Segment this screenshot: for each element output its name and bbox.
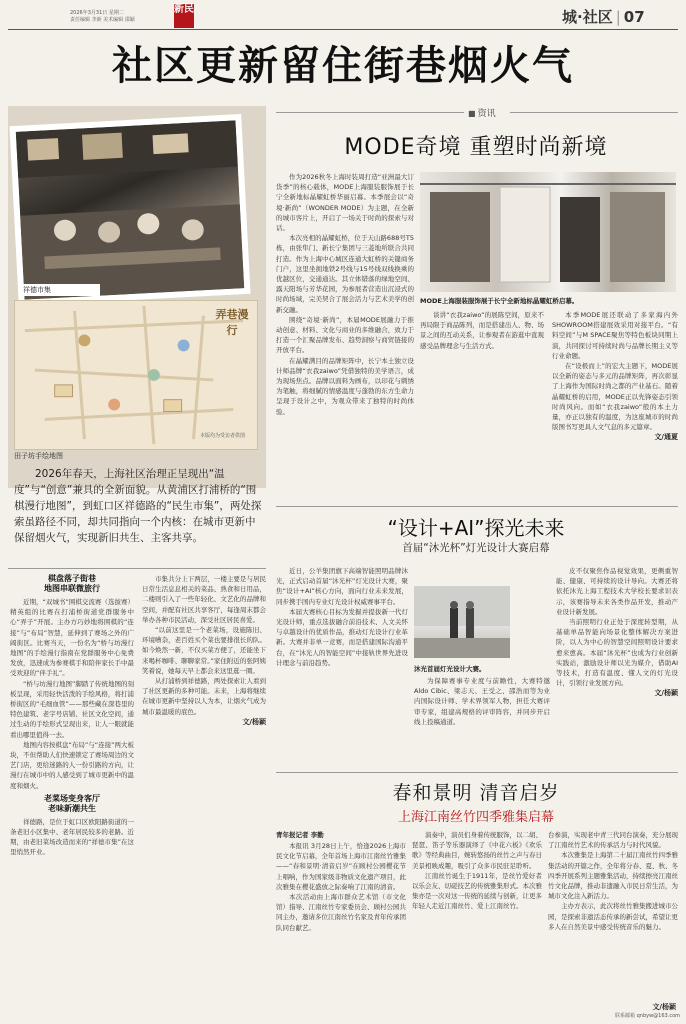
section-divider: | [615,8,621,26]
spring-para-1: 本报讯 3月28日上午，恰逢2026上海市民文化节启幕，全年首场上海市江南丝竹雅集——“春和景明·清音启岁”在顾村公园樱花节上唱响，作为国家级非物质文化遗产项目，此次雅集在樱花盛放之际奏响了江南的清音。 [276,842,406,891]
left-para-3: 地图内容按棋盘“布局”与“连接”两大板块，不但帮助人们快速锁定了赛场周边的文艺门店，更给迷路的人一份引路的方向，让漫行在城市中的人感受到了城市更新中的温度和烟火。 [10,740,134,790]
spring-subtitle: 上海江南丝竹四季雅集启幕 [397,810,554,825]
design-divider [276,506,678,507]
subhead-map: 地图串联微旅行 [44,584,100,593]
design-column-1 [276,566,408,772]
map-caption: 田子坊手绘地图 [14,452,63,460]
design-column-3 [556,566,678,772]
design-column-2 [414,676,550,772]
design-para-1: 近日，公羊集团旗下高端智能照明品牌沐光，正式启动首届“沐光杯”灯光设计大赛，聚焦“设计+AI”核心方向，面向行业未来发展，同步携手国内专业灯光设计权威赛事平台。 [276,567,408,606]
mode-column-2 [420,310,544,506]
clothing-rack-icon [420,172,676,292]
left-byline: 文/杨颖 [242,717,266,726]
spring-divider [276,772,678,773]
mode-exhibition-photo [420,172,676,292]
market-photo-caption: 祥德市集 [20,284,100,296]
newspaper-logo: 新民 [174,4,194,28]
left-para-2: “桥与坊漫行地图”脚踏了传统地图的刻板呈现，采用轻快活泼的手绘风格，将打浦桥街区的“毛细血管”——那些藏在深巷里的特色建筑、老字号店铺、社区文化空间，通过生动的手绘形式呈现出来，让人一眼就能看出哪里值得一去。 [10,679,134,739]
market-scene-icon [16,120,244,299]
left-story-column-2 [142,574,266,1014]
spring-title: 春和景明 清音启岁 [392,782,560,804]
lead-divider [8,568,266,569]
page-number: 07 [623,8,645,26]
left-story-column-1 [10,574,134,1014]
design-byline: 文/杨颖 [654,689,678,698]
design-subtitle: 首届“沐光杯”灯光设计大赛启幕 [402,542,550,554]
mode-para-4: 在晶耀满目的品牌矩阵中，长宁本土独立设计师品牌“衣我zaiwo”凭借独特的美学语言，成为现场焦点。品牌以面料为画布，以印花与刺绣为笔触，将细腻的情感温度与蓬勃的东方生命力呈现于设计之中，为观众带来了独特的时尚体验。 [276,356,414,416]
mode-para-3: 围绕“奇境·新尚”，本届MODE展融力于推动创意、材料、文化与商业的多维融合，致力于打造一个汇聚品牌发布、趋势洞察与商贸链接的开放平台。 [276,315,414,355]
issue-date: 2026年3月31日 星期二 [70,10,124,16]
mode-para-6: 本季MODE展还联动了多家海内外SHOWROOM搭建展效采用对接平台。“有料空间”与M SPACE聚焦等特色板块同期上演，共同探讨可持续时尚与品牌长期主义等行业命题。 [552,311,678,360]
page-headline: 社区更新留住街巷烟火气 [112,43,574,89]
design-para-5: 当前照明行业正处于深度转型期，从基础单品智能向场景化整体解决方案进阶，以人为中心的智慧空间照明设计要求愈来愈高。本届“沐光杯”也成为行业创新实践站，激励设计师以光为媒介，借助AI等技术，打造有温度、懂人文的灯光设计，引领行业发展方向。 [556,618,678,688]
mode-para-7: 在“设极而上”的宏大主题下，MODE展以全新的姿态与多元的品牌矩阵，再次彰显了上海作为国际时尚之都的产业基石。随着晶耀虹桥的启用，MODE正以先锋姿态引领时尚风向。而如“衣我zaiwo”般的本土力量，亦正以独有的温度，为这座城市的时尚版图书写更具人文气息的多元篇章。 [552,362,678,432]
info-tag-rule-right [510,112,678,113]
spring-column-2 [412,830,542,1014]
subhead-board: 棋盘落子街巷 [48,574,96,583]
spring-para-6: 本次雅集是上海第二十届江南丝竹四季雅集活动的开篇之作，全年将分春、夏、秋、冬四季开展系列主题雅集活动，持续擦亮江南丝竹文化品牌，推动非遗融入市民日常生活，为城市文化注入新活力。 [548,851,678,901]
design-photo-caption: 沐光首届灯光设计大赛。 [414,665,486,673]
spring-column-3 [548,830,678,1010]
mode-column-3 [552,310,678,506]
design-para-3: 为保障赛事专业度与前瞻性，大赛特邀Aldo Cibic、梁志天、王受之、邵浩而等为业内国际设计师、学术界领军人物，担任大赛评审专家，组建高规格的评审阵容，并同步开启线上投稿通道。 [414,677,550,726]
design-title: “设计+AI”探光未来 [387,516,565,540]
left-para-5: 市集共分上下两层，一楼主要是与居民日常生活息息相关的菜品、熟食和日用品，二楼则引入了一些年轻化、文艺化的品牌和空间，并配有社区共享客厅，每逢周末都会举办各种市民活动，深受社区居民喜爱。 [142,575,266,624]
spring-column-1 [276,830,406,1014]
design-award-photo [414,586,510,658]
editor-credits: 责任编辑 李新 美术编辑 邵颖 [70,17,135,23]
design-para-4: 皮不仅聚焦作品视觉效果，更侧重智能、健康、可持续的设计导向。大赛还将依托沐光上海工程技术大学校长要求识表示，该赛指导未来各类作品开发，推动产业设计新发展。 [556,567,678,616]
mode-byline: 文/通夏 [654,433,678,442]
lead-paragraph: 2026年春天，上海社区治理正呈现出“温度”与“创意”兼具的全新面貌。从黄浦区打浦桥的“围棋漫行地图”，到虹口区祥德路的“民生市集”，两处探索虽路径不同，却共同指向一个内核：在城市更新中保留烟火气，实现新旧共生、主客共享。 [14,468,262,544]
mode-column-1 [276,172,414,502]
section-label [562,6,672,28]
photo-credit: 本版均为受访者供图 [200,433,246,439]
mode-photo-caption: MODE上海服装服饰展于长宁全新地标晶耀虹桥启幕。 [420,297,579,305]
left-para-1: 近期，“双城书”围棋交流赛（选拔赛）精英组的比赛在打浦桥街道党群服务中心“弄子”开展。主办方巧妙地将围棋的“连接”与“布局”智慧，延伸到了赛场之外的广阔街区。比赛当天，一份名为“桥与坊漫行地图”的手绘漫行指南在党群服务中心免费发放，迅速成为参赛棋手和陪伴家长手中最受欢迎的“伴手礼”。 [10,598,134,678]
spring-para-2: 本次活动由上海市群众艺术馆（市文化馆）指导、江南丝竹专家委员会、顾村公园共同主办，邀请多位江南丝竹名家及青年传承团队同台献艺。 [276,893,406,932]
spring-para-3: 演奏中，演员们身着传统服饰，以二胡、琵琶、笛子等乐器演绎了《中花六板》《欢乐歌》等经典曲目，婉转悠扬的丝竹之声与春日美景相映成趣，吸引了众多市民驻足聆听。 [412,831,542,870]
mode-para-2: 本次亮相的晶耀虹桥，位于天山路688号T5栋，由张隼门、新长宁集团与三菱地所联合共同打造。作为上海中心城区连通大虹桥的关键商务门户，这里坐拥地铁2号线与15号线双线换乘的优越区位，交通通达。其立体错落的绿地空间、露天阳场与芳华花园，为参展者营造出沉浸式的时尚场域，完美契合了展会活力与艺术美学的创新交融。 [276,234,414,314]
map-title: 弄巷漫行 [215,308,249,337]
subhead-market: 老菜场变身客厅 [44,793,100,803]
left-para-4: 祥德路，是位于虹口区欧阳路街道的一条老旧小区集中、老年居民较多的老路。近期，由老旧菜场改造而来的“祥德市集”在这里悄然开业。 [10,817,134,857]
spring-para-5: 台参演，实现老中青三代同台演奏，充分展现了江南丝竹艺术的传承活力与时代风貌。 [548,831,678,850]
left-para-7: 从打浦桥到祥德路，两处探索让人看到了社区更新的多种可能。未来，上海将继续在城市更新中坚持以人为本，让烟火气成为城市最温暖的底色。 [142,677,266,716]
market-photo [9,114,250,306]
left-para-6: “以前这里是一个老菜场，设施陈旧、环境嘈杂，老百姓买个菜也要排很长的队。如今焕然一新，不仅买菜方便了，还能坐下来喝杯咖啡、聊聊家常。”家住附近的张阿姨笑着说，她每天早上都会来这里逛一圈。 [142,626,266,675]
issue-date-info [70,10,170,24]
award-stage-icon [414,586,510,658]
info-tag-rule-left [276,112,464,113]
spring-reporter: 青年报记者 李勤 [276,831,324,839]
mode-para-1: 作为2026秋冬上海时装周打造“亚洲最大订货季”的核心载体，MODE上海服装服饰展于长宁全新地标晶耀虹桥华丽启幕。本季展会以“奇境·新尚”（WONDER MODE）为主题，在全新的城市客片上，开启了一场关于时尚的探索与对话。 [276,173,414,233]
design-para-2: 本届大赛核心目标为发掘并提拔新一代灯光设计师，重点选拔融合前沿技术、人文关怀与卓越设计的优质作品，推动灯光设计行业革新。大赛并非单一竞赛，而是搭建国际沟通平台，在“沐光人的智能空间”中接轨世界先进设计理念与前沿趋势。 [276,607,408,667]
subhead-coexist: 老味新潮共生 [48,803,96,813]
info-tag: ■ 资讯 [468,106,528,119]
spring-para-7: 主办方表示，此次将丝竹雅集搬进城市公园，是探索非遗活态传承的新尝试，希望让更多人在自然美景中感受传统音乐的魅力。 [548,902,678,931]
mode-title: MODE奇境 重塑时尚新境 [344,135,608,160]
section-name: 城·社区 [562,8,613,26]
spring-para-4: 江南丝竹诞生于1911年，是丝竹爱好者以乐会友、切磋技艺的传统雅集形式。本次雅集亦是一次对这一传统的延续与创新，让更多年轻人走近江南丝竹、爱上江南丝竹。 [412,871,542,911]
header-rule [8,29,678,30]
mode-para-5: 谈讲“衣我zaiwo”的展陈空间，原来不再局限于商品陈列，而是搭建出人、物、场景之间的互动关系，让参观者在游逛中直观感受品牌理念与生活方式。 [420,311,544,350]
spring-byline: 文/杨颖 [652,1003,676,1011]
contact-email: 联系邮箱 qnbyw@163.com [615,1013,680,1019]
